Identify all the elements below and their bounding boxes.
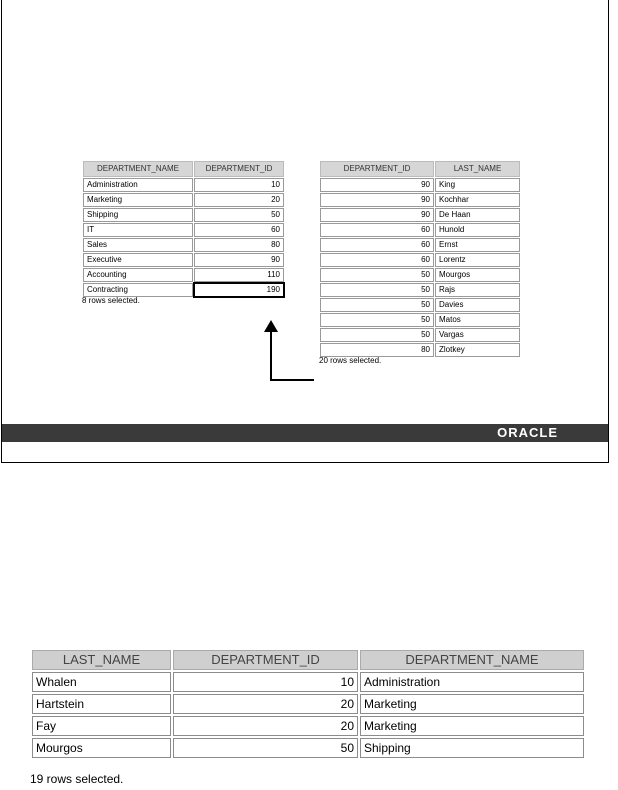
table-cell: Sales (83, 238, 193, 252)
table-header-row (83, 161, 284, 177)
table-row (83, 268, 284, 282)
table-row (320, 238, 520, 252)
oracle-logo: ORACLE (497, 425, 558, 440)
table-cell: Administration (83, 178, 193, 192)
table-cell: Rajs (435, 283, 520, 297)
table-row (83, 208, 284, 222)
table-cell: Mourgos (32, 738, 171, 758)
column-header: LAST_NAME (32, 650, 171, 670)
table-cell: Executive (83, 253, 193, 267)
table-cell: Kochhar (435, 193, 520, 207)
table-cell: Marketing (83, 193, 193, 207)
table-cell: 50 (194, 208, 284, 222)
table-row (320, 178, 520, 192)
rows-selected-note: 8 rows selected. (82, 296, 140, 305)
table-row (320, 298, 520, 312)
table-cell: Davies (435, 298, 520, 312)
table-cell: Matos (435, 313, 520, 327)
table-row (83, 283, 284, 297)
column-header: DEPARTMENT_ID (173, 650, 358, 670)
table-cell: Hunold (435, 223, 520, 237)
column-header: DEPARTMENT_NAME (83, 161, 193, 177)
table-row (83, 178, 284, 192)
table-cell: Lorentz (435, 253, 520, 267)
table-row (320, 253, 520, 267)
table-cell: Zlotkey (435, 343, 520, 357)
highlighted-cell: 190 (194, 283, 284, 297)
table-cell: 50 (320, 268, 434, 282)
table-cell: Mourgos (435, 268, 520, 282)
table-cell: Fay (32, 716, 171, 736)
table-cell: Ernst (435, 238, 520, 252)
table-cell: 50 (320, 283, 434, 297)
table-cell: 80 (194, 238, 284, 252)
table-cell: Accounting (83, 268, 193, 282)
table-cell: Shipping (360, 738, 584, 758)
table-cell: Administration (360, 672, 584, 692)
table-row (32, 716, 584, 736)
result-table (30, 648, 586, 760)
table-cell: De Haan (435, 208, 520, 222)
column-header: DEPARTMENT_ID (320, 161, 434, 177)
table-cell: 50 (320, 298, 434, 312)
table-row (83, 253, 284, 267)
table-cell: 50 (173, 738, 358, 758)
table-cell: 90 (320, 208, 434, 222)
table-cell: 80 (320, 343, 434, 357)
table-cell: 60 (320, 253, 434, 267)
arrow-shaft (270, 330, 272, 381)
column-header: DEPARTMENT_ID (194, 161, 284, 177)
table-row (32, 672, 584, 692)
table-cell: 10 (173, 672, 358, 692)
table-row (320, 313, 520, 327)
table-cell: Shipping (83, 208, 193, 222)
slide-footer-bar (2, 424, 608, 442)
table-cell: Marketing (360, 716, 584, 736)
departments-table (82, 160, 285, 298)
table-row (320, 283, 520, 297)
table-cell: 50 (320, 328, 434, 342)
table-row (32, 694, 584, 714)
table-row (83, 193, 284, 207)
column-header: LAST_NAME (435, 161, 520, 177)
employees-table (319, 160, 521, 358)
table-cell: King (435, 178, 520, 192)
rows-selected-note: 19 rows selected. (30, 772, 124, 786)
table-cell: 20 (194, 193, 284, 207)
table-cell: 110 (194, 268, 284, 282)
table-cell: IT (83, 223, 193, 237)
table-row (320, 223, 520, 237)
table-row (83, 223, 284, 237)
table-row (320, 343, 520, 357)
table-cell: 60 (320, 238, 434, 252)
table-cell: 90 (320, 178, 434, 192)
table-row (320, 328, 520, 342)
table-cell: Marketing (360, 694, 584, 714)
table-cell: 20 (173, 694, 358, 714)
table-row (83, 238, 284, 252)
table-cell: 90 (194, 253, 284, 267)
table-header-row (320, 161, 520, 177)
table-cell: 20 (173, 716, 358, 736)
table-cell: 90 (320, 193, 434, 207)
slide-panel (1, 0, 609, 463)
table-cell: 10 (194, 178, 284, 192)
table-cell: Contracting (83, 283, 193, 297)
column-header: DEPARTMENT_NAME (360, 650, 584, 670)
table-cell: Vargas (435, 328, 520, 342)
table-cell: Hartstein (32, 694, 171, 714)
rows-selected-note: 20 rows selected. (319, 356, 382, 365)
table-cell: 60 (194, 223, 284, 237)
table-header-row (32, 650, 584, 670)
table-row (32, 738, 584, 758)
table-row (320, 268, 520, 282)
table-row (320, 193, 520, 207)
table-cell: 50 (320, 313, 434, 327)
table-row (320, 208, 520, 222)
arrow-shaft (270, 379, 314, 381)
table-cell: 60 (320, 223, 434, 237)
table-cell: Whalen (32, 672, 171, 692)
